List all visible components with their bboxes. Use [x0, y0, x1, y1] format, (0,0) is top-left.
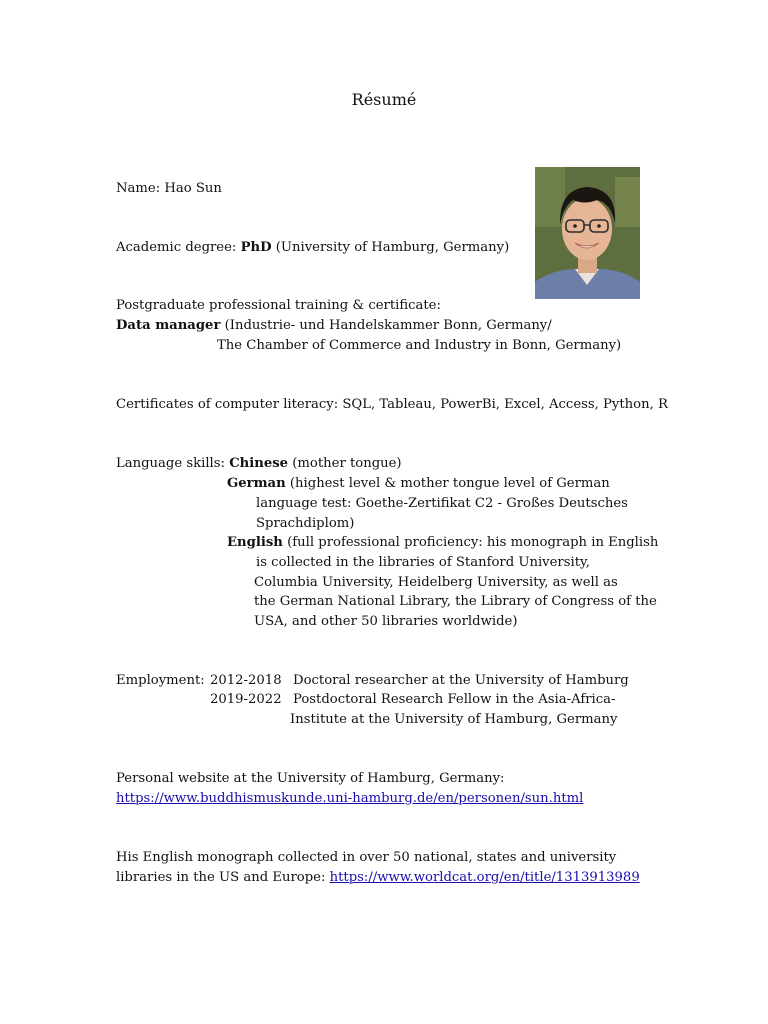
job2-years: 2019-2022	[210, 692, 282, 707]
worldcat-link[interactable]: https://www.worldcat.org/en/title/1313913989	[329, 870, 640, 885]
job1-years: 2012-2018	[210, 673, 282, 688]
language-english-line	[227, 535, 658, 551]
language-chinese: Chinese	[229, 456, 289, 471]
language-german: German	[227, 476, 286, 491]
degree-institution: (University of Hamburg, Germany)	[275, 240, 510, 255]
language-german-level: (highest level & mother tongue level of German	[289, 476, 610, 491]
training-heading: Postgraduate professional training & certificate:	[116, 298, 441, 313]
language-chinese-line	[116, 456, 402, 472]
language-english-line-3: Columbia University, Heidelberg University, as well as	[254, 575, 618, 590]
job2-description-line-2: Institute at the University of Hamburg, Germany	[290, 712, 618, 727]
employment-label: Employment:	[116, 673, 205, 688]
personal-website-link[interactable]: https://www.buddhismuskunde.uni-hamburg.de/en/personen/sun.html	[116, 791, 584, 806]
job1-description: Doctoral researcher at the University of Hamburg	[293, 673, 629, 688]
language-label: Language skills:	[116, 456, 225, 471]
monograph-text: His English monograph collected in over 50 national, states and university	[116, 850, 617, 865]
degree-label: Academic degree:	[116, 240, 237, 255]
training-line-1	[116, 318, 552, 334]
language-english-line-5: USA, and other 50 libraries worldwide)	[254, 614, 518, 629]
name-value: Hao Sun	[164, 181, 222, 196]
training-institution-en: The Chamber of Commerce and Industry in Bonn, Germany)	[217, 338, 622, 353]
monograph-text-2: libraries in the US and Europe:	[116, 870, 326, 885]
degree-line	[116, 240, 509, 256]
language-chinese-level: (mother tongue)	[292, 456, 402, 471]
language-german-line-3: Sprachdiplom)	[256, 516, 355, 531]
name-line	[116, 181, 222, 197]
website-line	[116, 791, 583, 807]
language-english-level: (full professional proficiency: his monograph in English	[287, 535, 659, 550]
profile-photo	[535, 167, 640, 299]
language-english-line-2: is collected in the libraries of Stanford University,	[256, 555, 590, 570]
resume-title: Résumé	[351, 90, 417, 109]
name-label: Name:	[116, 181, 161, 196]
job2-description: Postdoctoral Research Fellow in the Asia-Africa-	[293, 692, 616, 707]
language-english: English	[227, 535, 283, 550]
monograph-line-2	[116, 870, 640, 886]
computer-certificates: Certificates of computer literacy: SQL, Tableau, PowerBi, Excel, Access, Python, R	[116, 397, 668, 412]
degree-value: PhD	[240, 240, 272, 255]
website-label: Personal website at the University of Hamburg, Germany:	[116, 771, 505, 786]
language-english-line-4: the German National Library, the Library of Congress of the	[254, 594, 657, 609]
language-german-line-2: language test: Goethe-Zertifikat C2 - Großes Deutsches	[256, 496, 628, 511]
training-title: Data manager	[116, 318, 221, 333]
language-german-line	[227, 476, 610, 492]
training-institution-de: (Industrie- und Handelskammer Bonn, Germany/	[224, 318, 552, 333]
